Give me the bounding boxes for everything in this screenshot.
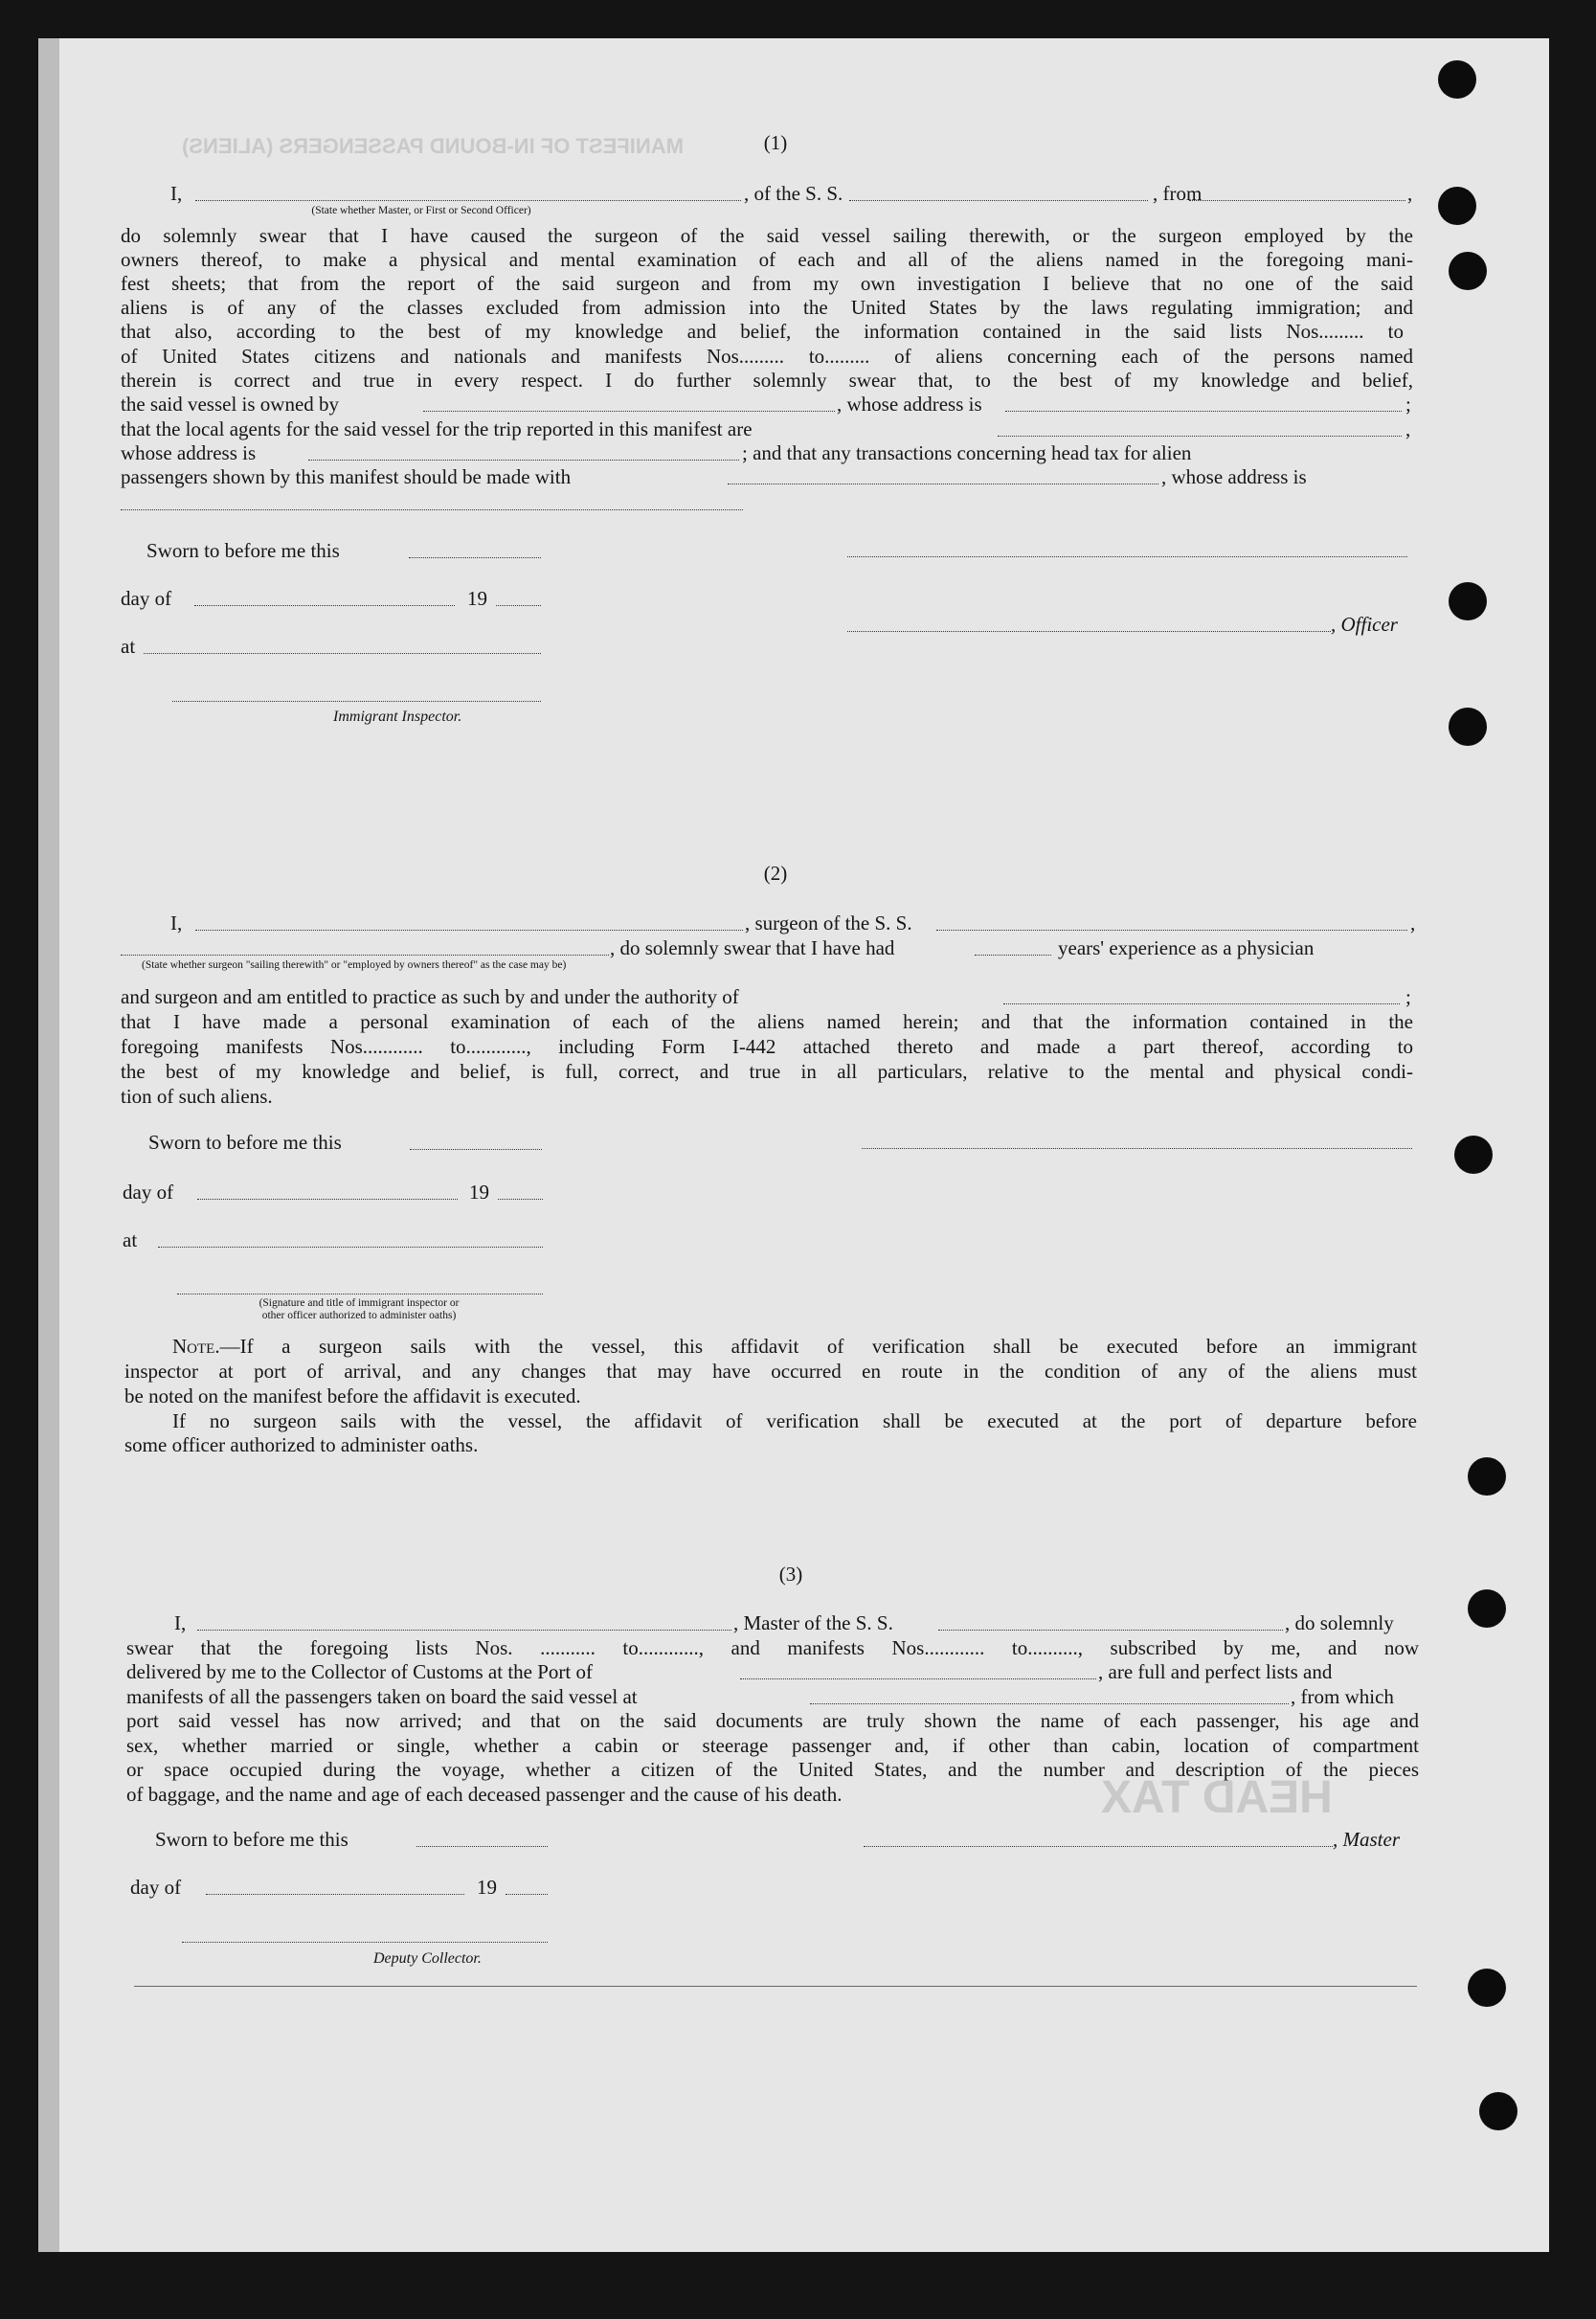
owner-field[interactable] [423,411,835,412]
officer-title-field[interactable] [847,631,1331,632]
agents-comma: , [1405,417,1411,440]
solemnly-swear-label: , do solemnly swear that I have had [610,936,895,959]
officer-signature-field[interactable] [847,556,1407,557]
owner-semicolon: ; [1405,393,1411,416]
note-first-line [172,1335,1417,1358]
punch-hole [1468,1969,1506,2007]
note-last-line: be noted on the manifest before the affidavit is executed. [124,1385,581,1407]
head-tax-address-field[interactable] [121,509,743,510]
section-1-number: (1) [763,131,788,154]
section-1-line: fest sheets; that from the report of the said surgeon and from my own investigation I believe that no one of the said [121,272,1413,295]
surgeon-vessel-comma: , [1410,912,1416,934]
master-name-field[interactable] [197,1630,731,1631]
day-of-field-1[interactable] [194,605,455,606]
year-field-1[interactable] [496,605,541,606]
punch-hole [1479,2092,1517,2130]
section-1-line: aliens is of any of the classes excluded from admission into the United States by the laws regulating immigration; and [121,296,1413,319]
from-comma: , [1407,182,1413,205]
inspector-label: Immigrant Inspector. [333,709,462,725]
section-2-i: I, [170,912,183,934]
section-3-number: (3) [778,1563,803,1586]
day-of-label-3: day of [130,1876,182,1899]
punch-hole [1449,582,1487,620]
section-1-line: owners thereof, to make a physical and mental examination of each and all of the aliens named in the foregoing mani- [121,248,1413,271]
authority-field[interactable] [1003,1003,1400,1004]
year-label-3: 19 [477,1876,497,1899]
surgeon-name-field[interactable] [195,930,743,931]
sworn-label-2: Sworn to before me this [148,1131,342,1154]
at-label-2: at [123,1228,138,1251]
embarkation-port-field[interactable] [810,1703,1289,1704]
day-of-label-1: day of [121,587,172,610]
at-label-1: at [121,635,136,658]
from-which-label: , from which [1291,1685,1394,1708]
master-vessel-field[interactable] [938,1630,1283,1631]
authority-semicolon: ; [1405,985,1411,1008]
year-field-2[interactable] [498,1199,543,1200]
experience-label: years' experience as a physician [1058,936,1315,959]
no-surgeon-last-line: some officer authorized to administer oaths. [124,1433,479,1456]
bottom-rule [134,1986,1417,1987]
punch-hole [1449,708,1487,746]
note-dash: — [219,1335,240,1358]
note-line: inspector at port of arrival, and any changes that may have occurred en route in the condition of any of the aliens must [124,1360,1417,1383]
full-perfect-label: , are full and perfect lists and [1098,1660,1333,1683]
signature-note-1: (Signature and title of immigrant inspector or [259,1297,460,1309]
section-2-number: (2) [763,862,788,885]
at-field-2[interactable] [158,1247,543,1248]
section-3-line: sex, whether married or single, whether a cabin or steerage passenger and, if other than cabin, location of compartment [126,1734,1419,1757]
owner-address-label: , whose address is [837,393,982,416]
punch-hole [1454,1136,1493,1174]
officer-rank-field[interactable] [195,200,741,201]
local-agents-label: that the local agents for the said vessel for the trip reported in this manifest are [121,417,753,440]
section-1-line: do solemnly swear that I have caused the surgeon of the said vessel sailing therewith, or the surgeon employed by the [121,224,1413,247]
section-2-last-line: tion of such aliens. [121,1085,273,1108]
passengers-address-label: , whose address is [1161,465,1307,488]
day-of-field-2[interactable] [197,1199,458,1200]
day-of-label-2: day of [123,1181,174,1204]
collector-label: delivered by me to the Collector of Customs at the Port of [126,1660,593,1683]
section-1-line: therein is correct and true in every respect. I do further solemnly swear that, to the best of my knowledge and belief, [121,369,1413,392]
year-field-3[interactable] [506,1894,548,1895]
taken-on-board-label: manifests of all the passengers taken on board the said vessel at [126,1685,638,1708]
bleed-through-stamp: HEAD TAX [1101,1772,1333,1823]
no-surgeon-line: If no surgeon sails with the vessel, the affidavit of verification shall be executed at the port of departure before [172,1409,1417,1432]
local-agents-field[interactable] [998,436,1402,437]
sworn-label-1: Sworn to before me this [146,539,340,562]
agents-address-field[interactable] [308,460,739,461]
oath-officer-signature-field[interactable] [177,1294,543,1295]
section-3-line: or space occupied during the voyage, whether a citizen of the United States, and the number and description of the pieces [126,1758,1419,1781]
surgeon-of-ss-label: , surgeon of the S. S. [745,912,912,934]
section-3-line: port said vessel has now arrived; and that on the said documents are truly shown the name of each passenger, his age and [126,1709,1419,1732]
punch-hole [1468,1589,1506,1628]
owner-address-field[interactable] [1005,411,1402,412]
master-of-ss-label: , Master of the S. S. [733,1611,893,1634]
of-the-ss-label: , of the S. S. [744,182,843,205]
punch-hole [1438,60,1476,99]
day-of-field-3[interactable] [206,1894,464,1895]
surgeon-vessel-field[interactable] [936,930,1407,931]
section-1-i: I, [170,182,183,205]
sworn-date-field-3[interactable] [416,1846,548,1847]
from-label: , from [1153,182,1203,205]
departure-port-field[interactable] [1189,200,1405,201]
signature-note-2: other officer authorized to administer oaths) [261,1310,457,1321]
section-3-i: I, [174,1611,187,1634]
punch-hole [1468,1457,1506,1496]
deputy-collector-signature-field[interactable] [182,1942,548,1943]
master-label: , Master [1333,1828,1400,1851]
surgeon-signature-field[interactable] [862,1148,1412,1149]
passengers-label: passengers shown by this manifest should be made with [121,465,572,488]
at-field-1[interactable] [144,653,541,654]
agents-address-label: whose address is [121,441,257,464]
section-2-line: that I have made a personal examination of each of the aliens named herein; and that the information contained in the [121,1010,1413,1033]
officer-rank-note: (State whether Master, or First or Second Officer) [311,205,531,216]
section-2-line: the best of my knowledge and belief, is full, correct, and true in all particulars, relative to the mental and physical condi- [121,1060,1413,1083]
sworn-label-3: Sworn to before me this [155,1828,348,1851]
sworn-date-field-1[interactable] [409,557,541,558]
section-3-last-line: of baggage, and the name and age of each deceased passenger and the cause of his death. [126,1783,843,1806]
owned-by-label: the said vessel is owned by [121,393,340,416]
section-1-line: of United States citizens and nationals and manifests Nos......... to......... of aliens concerning each of the persons named [121,345,1413,368]
sworn-date-field-2[interactable] [410,1149,542,1150]
arrival-port-field[interactable] [740,1678,1096,1679]
officer-label: , Officer [1331,613,1398,636]
bleed-through-header: MANIFEST OF IN-BOUND PASSENGERS (ALIENS) [182,134,684,158]
punch-hole [1438,187,1476,225]
section-1-line: that also, according to the best of my knowledge and belief, the information contained in the said lists Nos......... to [121,320,1404,343]
section-2-line: foregoing manifests Nos............ to............, including Form I-442 attached thereto and made a part thereof, according to [121,1035,1413,1058]
section-3-line: swear that the foregoing lists Nos. ........... to............, and manifests Nos............ to.........., subscribed by me, and now [126,1636,1419,1659]
surgeon-type-field[interactable] [121,955,609,956]
years-experience-field[interactable] [975,955,1051,956]
head-tax-text: ; and that any transactions concerning head tax for alien [742,441,1192,464]
page-edge [38,38,59,2252]
authority-label: and surgeon and am entitled to practice as such by and under the authority of [121,985,739,1008]
do-solemnly-label: , do solemnly [1285,1611,1394,1634]
note-text: If a surgeon sails with the vessel, this affidavit of verification shall be executed before an immigrant [239,1335,1417,1358]
note-label: Note. [172,1335,220,1358]
vessel-name-field[interactable] [849,200,1148,201]
manifest-page [38,38,1549,2252]
year-label-2: 19 [469,1181,489,1204]
master-signature-field[interactable] [864,1846,1333,1847]
surgeon-type-note: (State whether surgeon "sailing therewith" or "employed by owners thereof" as the case may be) [142,959,567,971]
inspector-signature-field[interactable] [172,701,541,702]
punch-hole [1449,252,1487,290]
deputy-collector-label: Deputy Collector. [373,1950,482,1967]
year-label-1: 19 [467,587,487,610]
